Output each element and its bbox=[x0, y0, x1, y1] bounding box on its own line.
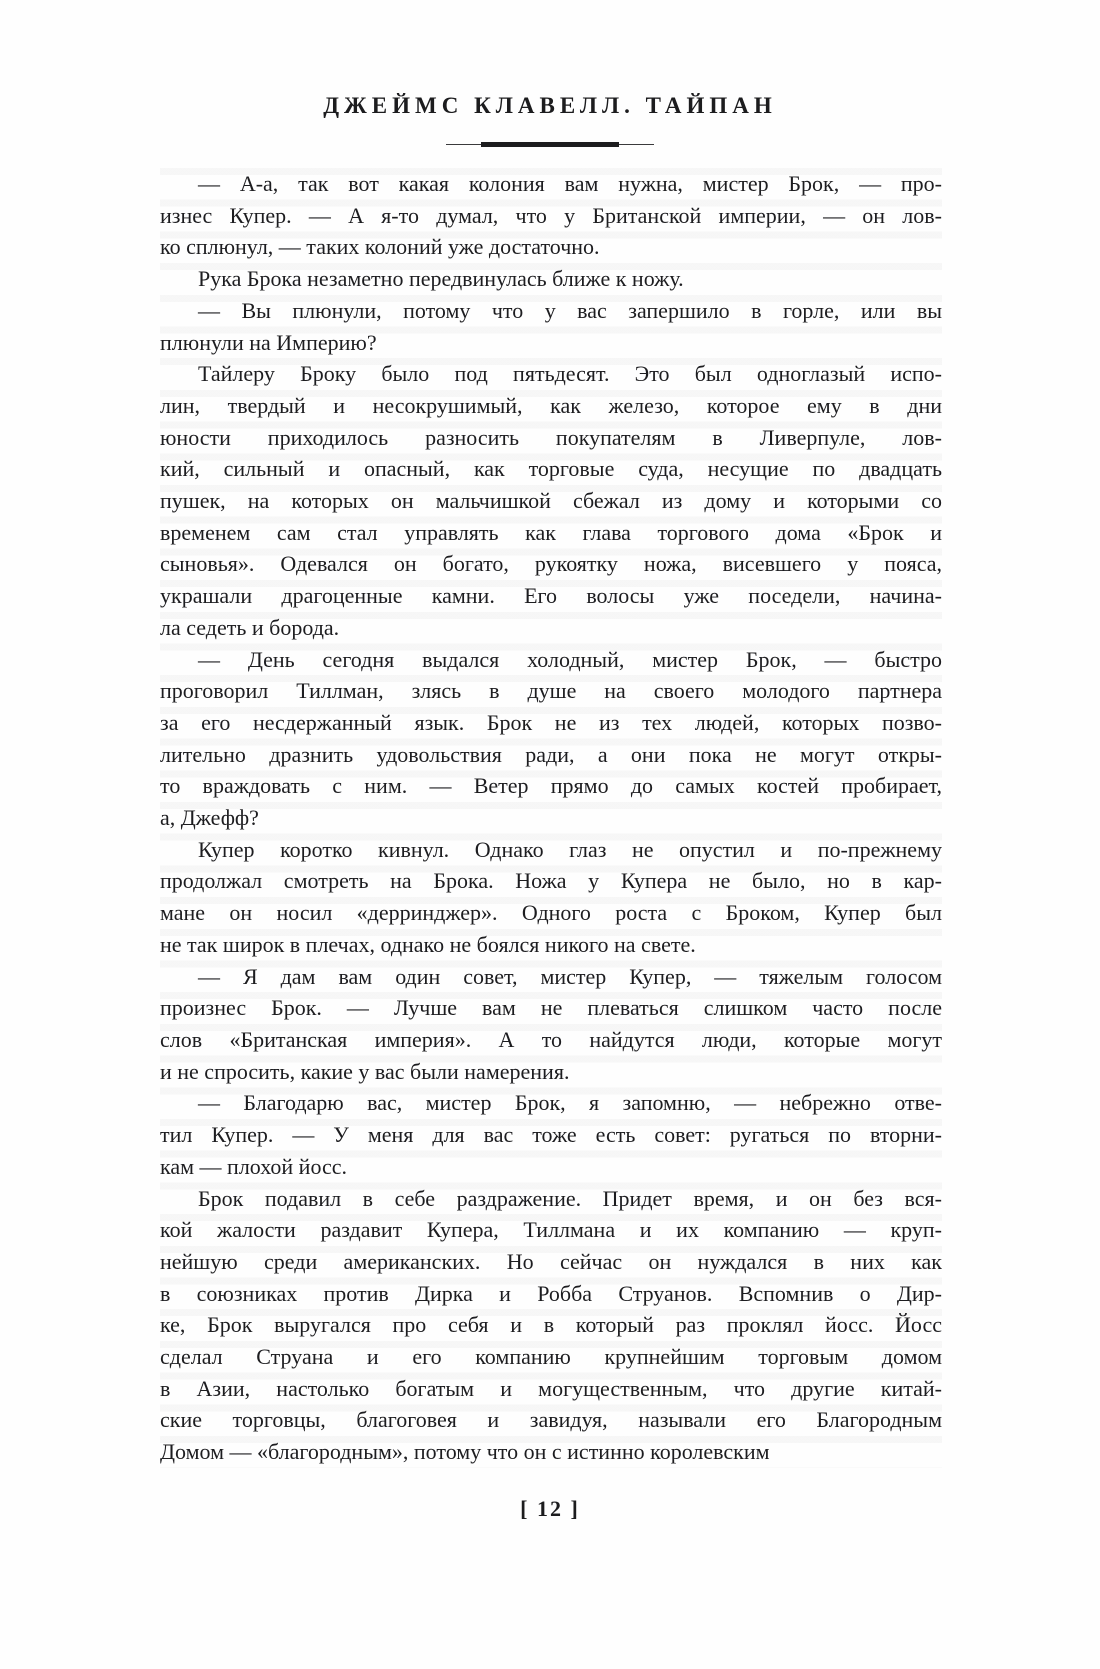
paragraph bbox=[160, 834, 942, 961]
text-line: за его несдержанный язык. Брок не из тех людей, которых позво- bbox=[160, 709, 942, 735]
paragraph bbox=[160, 961, 942, 1088]
text-line: ке, Брок выругался про себя и в который раз проклял йосс. Йосс bbox=[160, 1312, 942, 1338]
text-line: мане он носил «дерринджер». Одного роста с Броком, Купер был bbox=[160, 900, 942, 926]
text-line: сделал Струана и его компанию крупнейшим торговым домом bbox=[160, 1344, 942, 1370]
text-line: украшали драгоценные камни. Его волосы уже поседели, начина- bbox=[160, 583, 942, 609]
text-line: — Я дам вам один совет, мистер Купер, — тяжелым голосом bbox=[198, 963, 942, 989]
text-line: Рука Брока незаметно передвинулась ближе к ножу. bbox=[198, 266, 684, 292]
paragraph bbox=[160, 1183, 942, 1468]
text-line: сыновья». Одевался он богато, рукоятку ножа, висевшего у пояса, bbox=[160, 551, 942, 577]
text-line: Брок подавил в себе раздражение. Придет время, и он без вся- bbox=[198, 1185, 942, 1211]
text-line: а, Джефф? bbox=[160, 805, 259, 831]
text-line: в союзниках против Дирка и Робба Струанов. Вспомнив о Дир- bbox=[160, 1280, 942, 1306]
text-line: — Вы плюнули, потому что у вас запершило в горле, или вы bbox=[198, 297, 942, 323]
text-line: ла седеть и борода. bbox=[160, 614, 340, 640]
text-line: кий, сильный и опасный, как торговые суда, несущие по двадцать bbox=[160, 456, 942, 482]
text-line: Домом — «благородным», потому что он с истинно королевским bbox=[160, 1439, 770, 1465]
text-line: продолжал смотреть на Брока. Ножа у Купера не было, но в кар- bbox=[160, 868, 942, 894]
text-line: юности приходилось разносить покупателям в Ливерпуле, лов- bbox=[160, 424, 942, 450]
text-line: пушек, на которых он мальчишкой сбежал из дому и которыми со bbox=[160, 488, 942, 514]
paragraph bbox=[160, 358, 942, 643]
text-line: — День сегодня выдался холодный, мистер Брок, — быстро bbox=[198, 646, 942, 672]
text-line: кой жалости раздавит Купера, Тиллмана и их компанию — круп- bbox=[160, 1217, 942, 1243]
divider-thick-rule bbox=[481, 142, 619, 147]
text-line: плюнули на Империю? bbox=[160, 329, 377, 355]
text-line: в Азии, настолько богатым и могущественным, что другие китай- bbox=[160, 1375, 942, 1401]
paragraph bbox=[160, 1087, 942, 1182]
text-line: ко сплюнул, — таких колоний уже достаточно. bbox=[160, 234, 600, 260]
paragraph bbox=[160, 644, 942, 834]
running-header: ДЖЕЙМС КЛАВЕЛЛ. ТАЙПАН bbox=[323, 93, 777, 118]
text-line: и не спросить, какие у вас были намерения. bbox=[160, 1058, 570, 1084]
text-line: проговорил Тиллман, злясь в душе на своего молодого партнера bbox=[160, 678, 942, 704]
page-number: [ 12 ] bbox=[520, 1496, 580, 1521]
text-line: слов «Британская империя». А то найдутся люди, которые могут bbox=[160, 1026, 942, 1052]
text-line: то враждовать с ним. — Ветер прямо до самых костей пробирает, bbox=[160, 773, 942, 799]
text-block bbox=[160, 168, 942, 1468]
text-line: временем сам стал управлять как глава торгового дома «Брок и bbox=[160, 519, 942, 545]
text-line: не так широк в плечах, однако не боялся никого на свете. bbox=[160, 931, 696, 957]
paragraph bbox=[160, 295, 942, 358]
text-line: Купер коротко кивнул. Однако глаз не опустил и по-прежнему bbox=[198, 836, 942, 862]
text-line: — Благодарю вас, мистер Брок, я запомню, — небрежно отве- bbox=[198, 1090, 942, 1116]
header-divider-ornament bbox=[446, 142, 654, 148]
text-line: лин, твердый и несокрушимый, как железо, которое ему в дни bbox=[160, 392, 942, 418]
text-line: ские торговцы, благоговея и завидуя, называли его Благородным bbox=[160, 1407, 942, 1433]
text-line: произнес Брок. — Лучше вам не плеваться слишком часто после bbox=[160, 995, 942, 1021]
text-line: тил Купер. — У меня для вас тоже есть совет: ругаться по вторни- bbox=[160, 1122, 942, 1148]
text-line: лительно дразнить удовольствия ради, а они пока не могут откры- bbox=[160, 741, 942, 767]
paragraph bbox=[160, 263, 942, 295]
text-line: изнес Купер. — А я-то думал, что у Британской империи, — он лов- bbox=[160, 202, 942, 228]
text-line: — А-а, так вот какая колония вам нужна, мистер Брок, — про- bbox=[198, 171, 942, 196]
text-line: кам — плохой йосс. bbox=[160, 1153, 348, 1179]
text-line: нейшую среди американских. Но сейчас он нуждался в них как bbox=[160, 1248, 942, 1274]
text-line: Тайлеру Броку было под пятьдесят. Это был одноглазый испо- bbox=[198, 361, 942, 387]
paragraph bbox=[160, 168, 942, 263]
